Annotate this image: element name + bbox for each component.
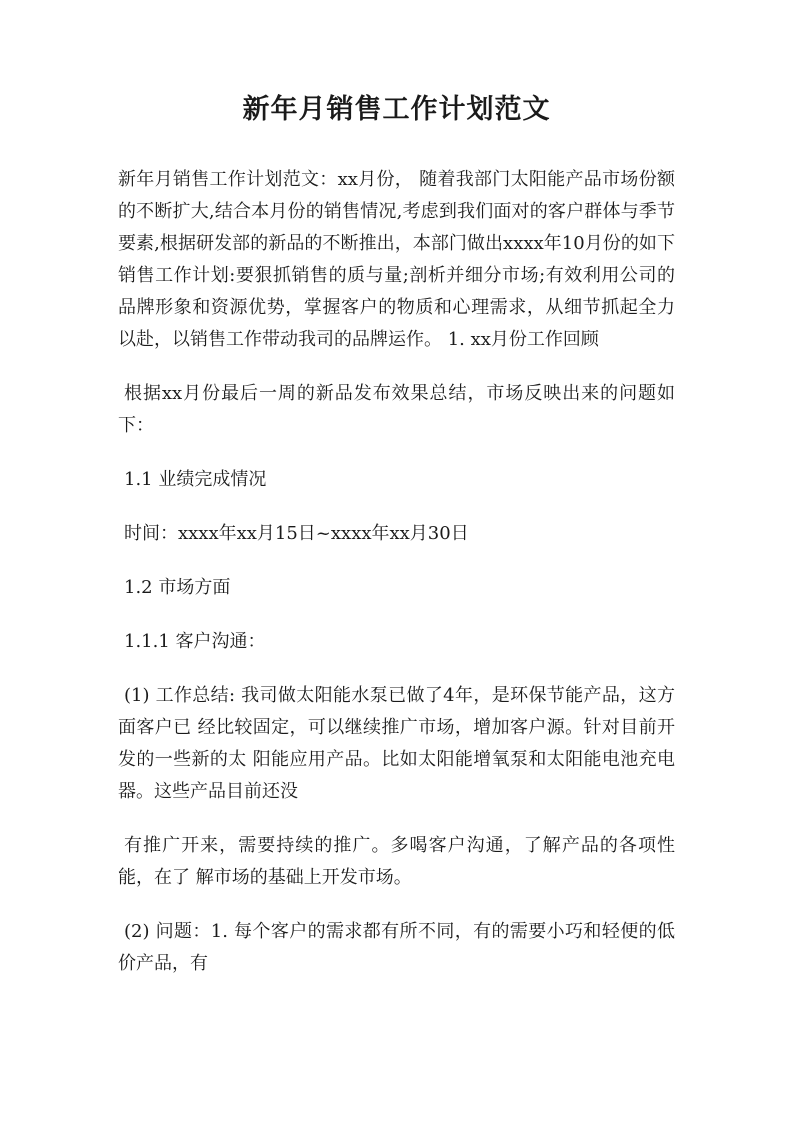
problem-paragraph: (2) 问题：1. 每个客户的需求都有所不同，有的需要小巧和轻便的低价产品，有 [118,921,675,974]
time-line: 时间：xxxx年xx月15日~xxxx年xx月30日 [124,523,469,544]
section-heading-1-1: 1.1 业绩完成情况 [124,469,267,490]
review-paragraph: 根据xx月份最后一周的新品发布效果总结，市场反映出来的问题如下： [118,383,675,436]
section-heading-1-2: 1.2 市场方面 [124,577,231,598]
document-title: 新年月销售工作计划范文 [242,94,551,125]
promotion-paragraph: 有推广开来，需要持续的推广。多喝客户沟通，了解产品的各项性能，在了 解市场的基础上开发市场。 [118,835,675,888]
intro-paragraph: 新年月销售工作计划范文：xx月份， 随着我部门太阳能产品市场份额的不断扩大,结合本月份的销售情况,考虑到我们面对的客户群体与季节要素,根据研发部的新品的不断推出，本部门做出xxxx年10月份的如下销售工作计划:要狠抓销售的质与量;剖析并细分市场;有效利用公司的品牌形象和资源优势，掌握客户的物质和心理需求，从细节抓起全力以赴，以销售工作带动我司的品牌运作。 1. xx月份工作回顾 [118,169,675,350]
work-summary-paragraph: (1) 工作总结: 我司做太阳能水泵已做了4年，是环保节能产品，这方面客户已 经比较固定，可以继续推广市场，增加客户源。针对目前开发的一些新的太 阳能应用产品。比如太阳能增氧泵和太阳能电池充电器。这些产品目前还没 [118,685,675,802]
section-heading-1-1-1: 1.1.1 客户沟通： [124,631,266,652]
